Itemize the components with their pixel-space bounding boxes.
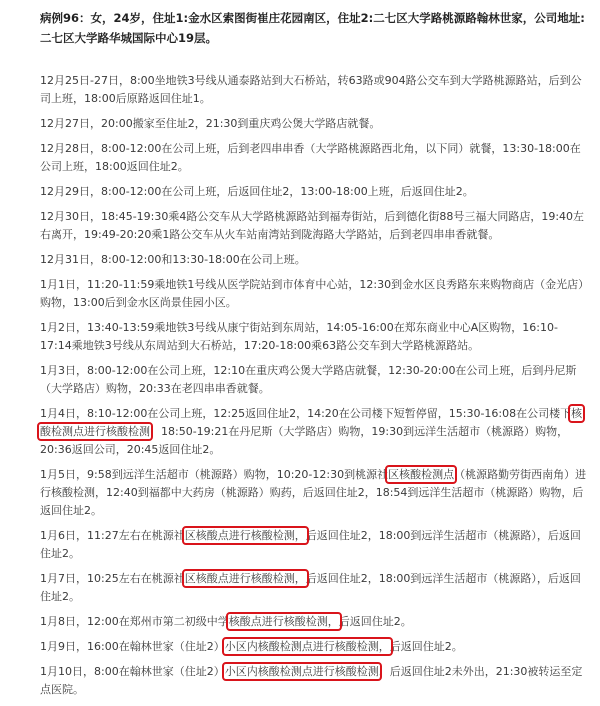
itinerary-entry: [40, 140, 588, 176]
itinerary-list: [40, 72, 588, 706]
entry-text: 后返回住址2。: [338, 615, 412, 628]
itinerary-entry: [40, 251, 588, 269]
entry-text: 12月25日-27日，8:00坐地铁3号线从通泰路站到大石桥站，转63路或904路公交车到大学路桃源路站，后到公司上班，18:00后原路返回住址1。: [40, 74, 582, 105]
highlighted-test-site: 区核酸检测点: [388, 468, 455, 481]
entry-text: 1月8日，12:00在郑州市第二初级中学: [40, 615, 229, 628]
entry-text: 后返回住址2，18:00到远洋生活超市（桃源路），后返回住址2。: [40, 529, 581, 560]
highlighted-test-site: 区核酸点进行核酸检测，: [184, 529, 306, 542]
itinerary-entry: [40, 183, 588, 201]
entry-text: 1月3日，8:00-12:00在公司上班，12:10在重庆鸡公煲大学路店就餐，12:30-20:00在公司上班，后到丹尼斯（大学路店）购物，20:33在老四串串香就餐。: [40, 364, 577, 395]
entry-text: ，18:50-19:21在丹尼斯（大学路店）购物，19:30到远洋生活超市（桃源路）购物，20:36返回公司，20:45返回住址2。: [40, 425, 569, 456]
entry-text: 12月31日，8:00-12:00和13:30-18:00在公司上班。: [40, 253, 306, 266]
entry-text: 12月28日，8:00-12:00在公司上班，后到老四串串香（大学路桃源路西北角，以下同）就餐，13:30-18:00在公司上班，18:00返回住址2。: [40, 142, 581, 173]
entry-text: 12月30日，18:45-19:30乘4路公交车从大学路桃源路站到福寿街站，后到德化街88号三福大同路店，19:40左右离开，19:49-20:20乘1路公交车从火车站南湾站到陇海路大学路站，后到老四串串香就餐。: [40, 210, 585, 241]
entry-text: 1月4日，8:10-12:00在公司上班，12:25返回住址2，14:20在公司楼下短暂停留，15:30-16:08在公司楼下: [40, 407, 572, 420]
itinerary-entry: [40, 362, 588, 398]
entry-text: 1月10日，8:00在翰林世家（住址2）: [40, 665, 225, 678]
entry-text: 12月27日，20:00搬家至住址2，21:30到重庆鸡公煲大学路店就餐。: [40, 117, 381, 130]
itinerary-entry: [40, 466, 588, 520]
entry-text: 1月6日，11:27左右在桃源社: [40, 529, 185, 542]
entry-text: 后返回住址2，18:00到远洋生活超市（桃源路），后返回住址2。: [40, 572, 581, 603]
entry-text: ，后返回住址2未外出，21:30被转运至定点医院。: [40, 665, 583, 696]
itinerary-entry: [40, 638, 588, 656]
itinerary-entry: [40, 208, 588, 244]
highlighted-test-site: 核酸检测点进行核酸检测: [40, 407, 583, 438]
entry-text: 1月7日，10:25左右在桃源社: [40, 572, 185, 585]
highlighted-test-site: 区核酸点进行核酸检测，: [184, 572, 306, 585]
entry-text: （桃源路勤劳街西南角）进行核酸检测，12:40到福都中大药房（桃源路）购药，后返回住址2，18:54到远洋生活超市（桃源路）购物，后返回住址2。: [40, 468, 587, 517]
entry-text: 1月5日，9:58到远洋生活超市（桃源路）购物，10:20-12:30到桃源社: [40, 468, 389, 481]
itinerary-entry: [40, 613, 588, 631]
itinerary-entry: [40, 276, 588, 312]
entry-text: 后返回住址2。: [389, 640, 463, 653]
case-header: 病例96：女，24岁，住址1:金水区索图街崔庄花园南区，住址2:二七区大学路桃源路翰林世家，公司地址:二七区大学路华城国际中心19层。: [40, 11, 585, 45]
itinerary-entry: [40, 570, 588, 606]
itinerary-entry: [40, 405, 588, 459]
entry-text: 1月9日，16:00在翰林世家（住址2）: [40, 640, 225, 653]
entry-text: 1月1日，11:20-11:59乘地铁1号线从医学院站到市体育中心站，12:30到金水区良秀路东来购物商店（金光店）购物，13:00后到金水区尚景佳园小区。: [40, 278, 584, 309]
itinerary-entry: [40, 663, 588, 699]
highlighted-test-site: 小区内核酸检测点进行核酸检测，: [224, 640, 390, 653]
itinerary-entry: [40, 319, 588, 355]
highlighted-test-site: 核酸点进行核酸检测，: [228, 615, 339, 628]
entry-text: 12月29日，8:00-12:00在公司上班，后返回住址2，13:00-18:00上班，后返回住址2。: [40, 185, 474, 198]
itinerary-entry: [40, 115, 588, 133]
itinerary-entry: [40, 72, 588, 108]
itinerary-entry: [40, 527, 588, 563]
highlighted-test-site: 小区内核酸检测点进行核酸检测: [224, 665, 379, 678]
entry-text: 1月2日，13:40-13:59乘地铁3号线从康宁街站到东周站，14:05-16:00在郑东商业中心A区购物，16:10-17:14乘地铁3号线从东周站到大石桥站，17:20-18:00乘63路公交车到大学路桃源路站。: [40, 321, 558, 352]
